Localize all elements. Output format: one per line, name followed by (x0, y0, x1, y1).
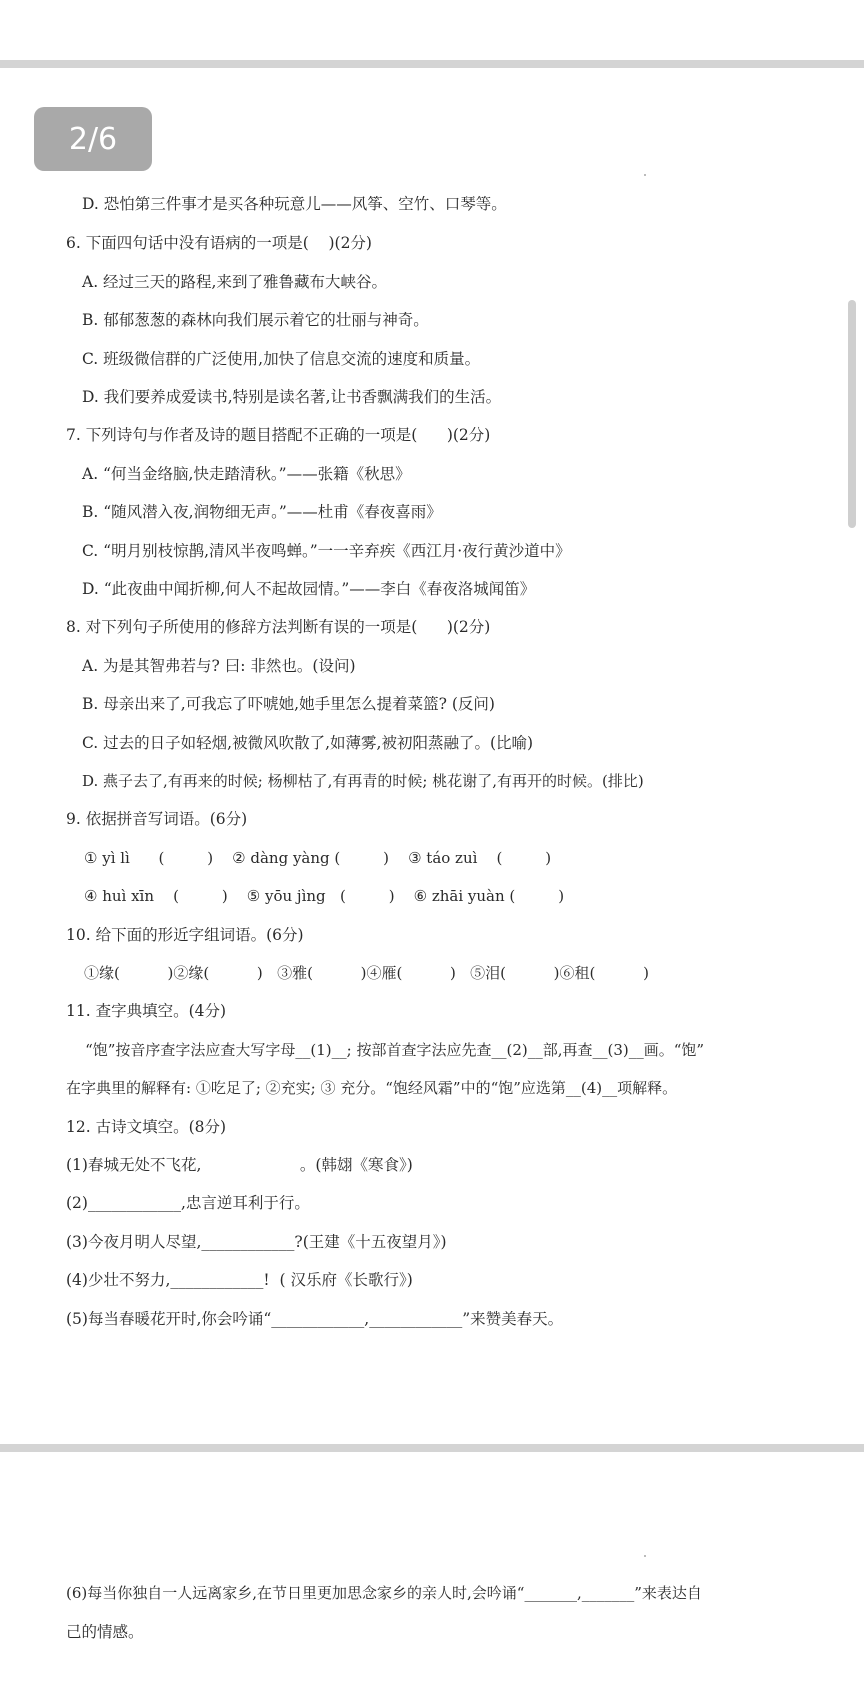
option-7b: B. “随风潜入夜,润物细无声。”——杜甫《春夜喜雨》 (82, 503, 442, 521)
option-8d: D. 燕子去了,有再来的时候; 杨柳枯了,有再青的时候; 桃花谢了,有再开的时候。(排比) (82, 772, 644, 790)
option-7a: A. “何当金络脑,快走踏清秋。”——张籍《秋思》 (82, 465, 411, 483)
option-8b: B. 母亲出来了,可我忘了吓唬她,她手里怎么提着菜篮? (反问) (82, 695, 495, 713)
option-6a: A. 经过三天的路程,来到了雅鲁藏布大峡谷。 (82, 273, 387, 291)
option-6d: D. 我们要养成爱读书,特别是读名著,让书香飘满我们的生活。 (82, 388, 502, 406)
page-indicator[interactable]: 2/6 (34, 107, 152, 171)
question-12: 12. 古诗文填空。(8分) (66, 1118, 227, 1136)
option-7d: D. “此夜曲中闻折柳,何人不起故园情。”——李白《春夜洛城闻笛》 (82, 580, 536, 598)
pinyin-row-2: ④ huì xīn ( ) ⑤ yōu jìng ( ) ⑥ zhāi yuàn ( ) (84, 887, 565, 905)
option-7c: C. “明月别枝惊鹊,清风半夜鸣蝉。”一一辛弃疾《西江月·夜行黄沙道中》 (82, 542, 571, 560)
poem-fill-2: (2)____________,忠言逆耳利于行。 (66, 1194, 310, 1212)
speck-mark (644, 1555, 646, 1557)
poem-fill-1: (1)春城无处不飞花, 。(韩翃《寒食》) (66, 1156, 413, 1174)
poem-fill-4: (4)少壮不努力,____________! ( 汉乐府《长歌行》) (66, 1271, 413, 1289)
poem-fill-5: (5)每当春暖花开时,你会吟诵“____________,____________”来赞美春天。 (66, 1310, 564, 1328)
question-9: 9. 依据拼音写词语。(6分) (66, 810, 248, 828)
scrollbar[interactable] (848, 300, 856, 528)
top-divider (0, 60, 864, 68)
option-8a: A. 为是其智弗若与? 曰: 非然也。(设问) (82, 657, 356, 675)
option-6b: B. 郁郁葱葱的森林向我们展示着它的壮丽与神奇。 (82, 311, 429, 329)
option-6c: C. 班级微信群的广泛使用,加快了信息交流的速度和质量。 (82, 350, 481, 368)
question-11-text-1: “饱”按音序查字法应查大写字母__(1)__; 按部首查字法应先查__(2)__部,再查__(3)__画。“饱” (66, 1041, 705, 1059)
similar-chars-row: ①缘( )②缘( ) ③雅( )④雁( ) ⑤泪( )⑥租( ) (84, 964, 649, 982)
question-6: 6. 下面四句话中没有语病的一项是( )(2分) (66, 234, 372, 252)
question-11-text-2: 在字典里的解释有: ①吃足了; ②充实; ③ 充分。“饱经风霜”中的“饱”应选第__(4)__项解释。 (66, 1079, 678, 1097)
question-7: 7. 下列诗句与作者及诗的题目搭配不正确的一项是( )(2分) (66, 426, 491, 444)
speck-mark (644, 174, 646, 176)
pinyin-row-1: ① yì lì ( ) ② dàng yàng ( ) ③ táo zuì ( ) (84, 849, 552, 867)
question-8: 8. 对下列句子所使用的修辞方法判断有误的一项是( )(2分) (66, 618, 491, 636)
question-10: 10. 给下面的形近字组词语。(6分) (66, 926, 304, 944)
poem-fill-3: (3)今夜月明人尽望,____________?(王建《十五夜望月》) (66, 1233, 447, 1251)
poem-fill-6: (6)每当你独自一人远离家乡,在节日里更加思念家乡的亲人时,会吟诵“_______,_______”来表达自 (66, 1584, 702, 1602)
middle-divider (0, 1444, 864, 1452)
poem-fill-6-cont: 己的情感。 (66, 1623, 144, 1641)
option-5d: D. 恐怕第三件事才是买各种玩意儿——风筝、空竹、口琴等。 (82, 195, 507, 213)
question-11: 11. 查字典填空。(4分) (66, 1002, 227, 1020)
option-8c: C. 过去的日子如轻烟,被微风吹散了,如薄雾,被初阳蒸融了。(比喻) (82, 734, 534, 752)
